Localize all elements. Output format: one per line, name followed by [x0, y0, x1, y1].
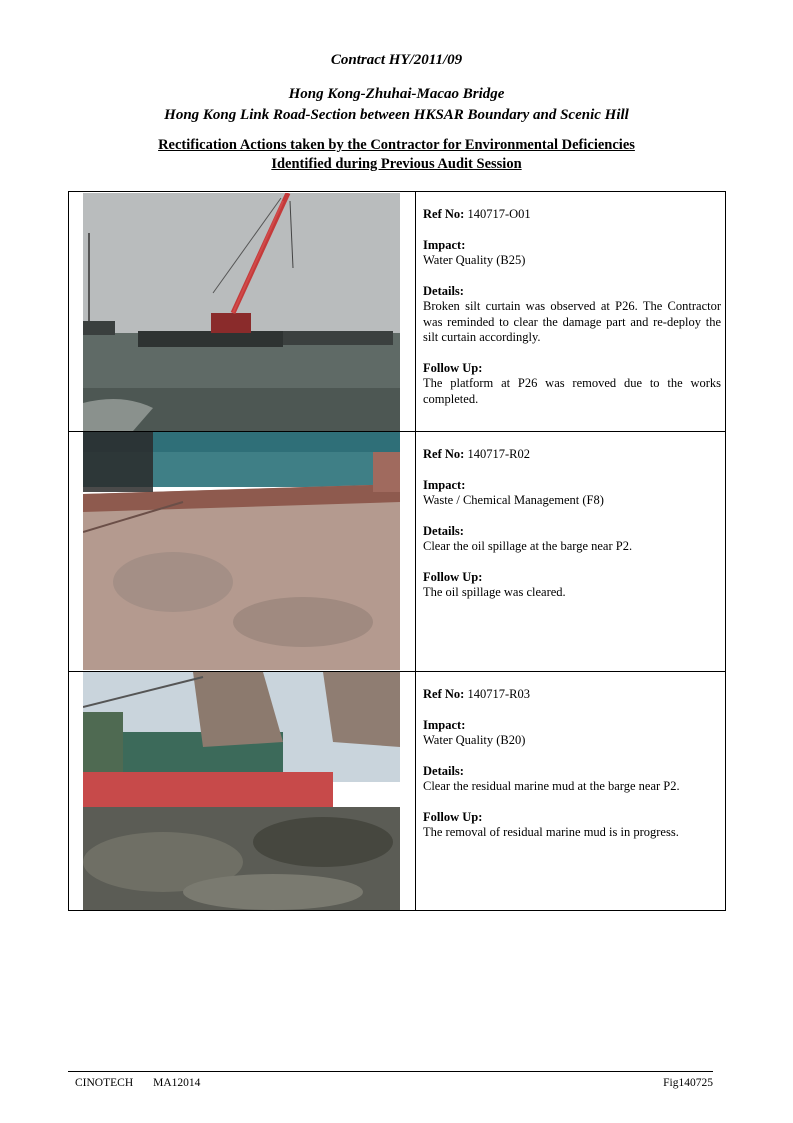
- impact-value: Waste / Chemical Management (F8): [423, 493, 604, 507]
- photo-barge-deck: [83, 432, 400, 670]
- document-title-line2: Identified during Previous Audit Session: [271, 156, 522, 172]
- entry-2-details: [423, 447, 721, 616]
- details-label: Details:: [423, 283, 464, 298]
- impact-label: Impact:: [423, 717, 466, 732]
- impact-label: Impact:: [423, 237, 466, 252]
- project-title-line1: Hong Kong-Zhuhai-Macao Bridge: [288, 86, 505, 102]
- details-text: Clear the residual marine mud at the barge near P2.: [423, 779, 680, 793]
- details-text: Clear the oil spillage at the barge near P2.: [423, 539, 633, 553]
- entry-1-details: [423, 207, 721, 422]
- ref-number: 140717-R02: [467, 447, 530, 461]
- contract-number: Contract HY/2011/09: [330, 52, 463, 68]
- photo-crane-barge: [83, 193, 400, 431]
- details-label: Details:: [423, 763, 464, 778]
- footer-rule: [68, 1071, 713, 1072]
- entry-3-details: [423, 687, 721, 856]
- details-text: Broken silt curtain was observed at P26. The Contractor was reminded to clear the damage part and re-deploy the silt curtain accordingly.: [423, 299, 721, 344]
- follow-up-text: The removal of residual marine mud is in progress.: [423, 825, 679, 839]
- photo-marine-mud: [83, 672, 400, 910]
- footer-fig-ref: Fig140725: [663, 1077, 713, 1089]
- rectification-table: [68, 191, 726, 911]
- follow-up-text: The oil spillage was cleared.: [423, 585, 566, 599]
- ref-label: Ref No:: [423, 447, 465, 461]
- project-title-line2: Hong Kong Link Road-Section between HKSAR Boundary and Scenic Hill: [164, 107, 629, 123]
- impact-value: Water Quality (B25): [423, 253, 526, 267]
- follow-up-label: Follow Up:: [423, 809, 483, 824]
- details-label: Details:: [423, 523, 464, 538]
- ref-number: 140717-O01: [467, 207, 531, 221]
- footer-left: [75, 1077, 220, 1089]
- ref-label: Ref No:: [423, 207, 465, 221]
- ref-label: Ref No:: [423, 687, 465, 701]
- follow-up-label: Follow Up:: [423, 569, 483, 584]
- impact-value: Water Quality (B20): [423, 733, 526, 747]
- ref-number: 140717-R03: [467, 687, 530, 701]
- footer-doc-ref: MA12014: [153, 1077, 201, 1089]
- column-divider: [415, 192, 416, 910]
- impact-label: Impact:: [423, 477, 466, 492]
- document-title-line1: Rectification Actions taken by the Contractor for Environmental Deficiencies: [158, 137, 635, 153]
- footer-company: CINOTECH: [75, 1077, 134, 1089]
- follow-up-label: Follow Up:: [423, 360, 483, 375]
- follow-up-text: The platform at P26 was removed due to the works completed.: [423, 376, 721, 406]
